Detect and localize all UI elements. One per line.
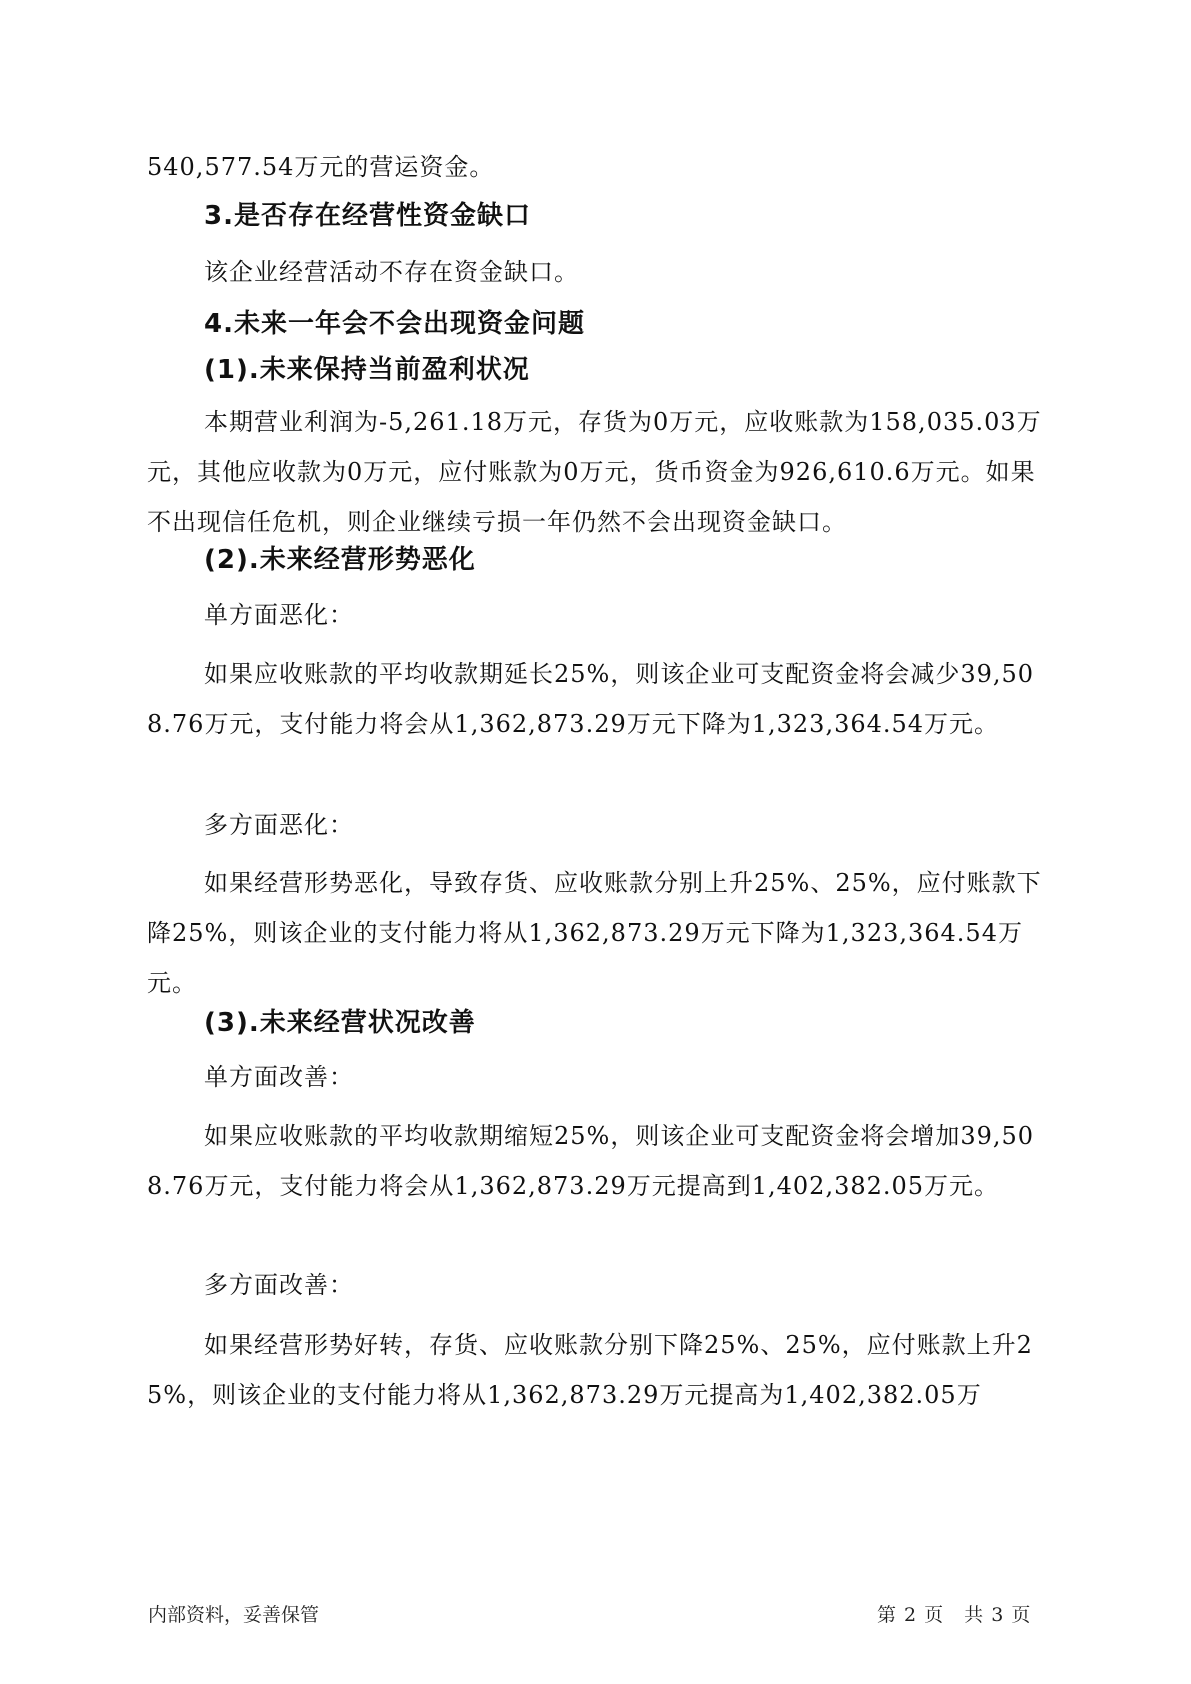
paragraph-no-gap: 该企业经营活动不存在资金缺口。 (204, 258, 579, 286)
paragraph-single-improving: 如果应收账款的平均收款期缩短25%，则该企业可支配资金将会增加39,508.76万元，支付能力将会从1,362,873.29万元提高到1,402,382.05万元。 (147, 1122, 1035, 1200)
heading-4-3-improving: (3).未来经营状况改善 (204, 1008, 476, 1038)
heading-3-funding-gap: 3.是否存在经营性资金缺口 (204, 201, 531, 231)
heading-4-2-worsening: (2).未来经营形势恶化 (204, 545, 476, 575)
heading-4-next-year: 4.未来一年会不会出现资金问题 (204, 309, 585, 339)
paragraph-continuation: 540,577.54万元的营运资金。 (147, 153, 495, 181)
paragraph-single-worsening: 如果应收账款的平均收款期延长25%，则该企业可支配资金将会减少39,508.76万元，支付能力将会从1,362,873.29万元下降为1,323,364.54万元。 (147, 660, 1035, 738)
heading-4-1-current-profit: (1).未来保持当前盈利状况 (204, 355, 530, 385)
label-single-improving: 单方面改善： (204, 1063, 354, 1091)
paragraph-multi-worsening: 如果经营形势恶化，导致存货、应收账款分别上升25%、25%，应付账款下降25%，则该企业的支付能力将从1,362,873.29万元下降为1,323,364.54万元。 (147, 869, 1042, 997)
label-single-worsening: 单方面恶化： (204, 601, 354, 629)
label-multi-worsening: 多方面恶化： (204, 811, 354, 839)
footer-page-number: 第 2 页 共 3 页 (877, 1604, 1032, 1626)
paragraph-multi-improving: 如果经营形势好转，存货、应收账款分别下降25%、25%，应付账款上升25%，则该企业的支付能力将从1,362,873.29万元提高为1,402,382.05万 (147, 1331, 1033, 1409)
footer-confidential-note: 内部资料，妥善保管 (148, 1604, 320, 1626)
paragraph-current-profit: 本期营业利润为-5,261.18万元，存货为0万元，应收账款为158,035.03万元，其他应收款为0万元，应付账款为0万元，货币资金为926,610.6万元。如果不出现信任危机，则企业继续亏损一年仍然不会出现资金缺口。 (147, 408, 1042, 536)
label-multi-improving: 多方面改善： (204, 1271, 354, 1299)
